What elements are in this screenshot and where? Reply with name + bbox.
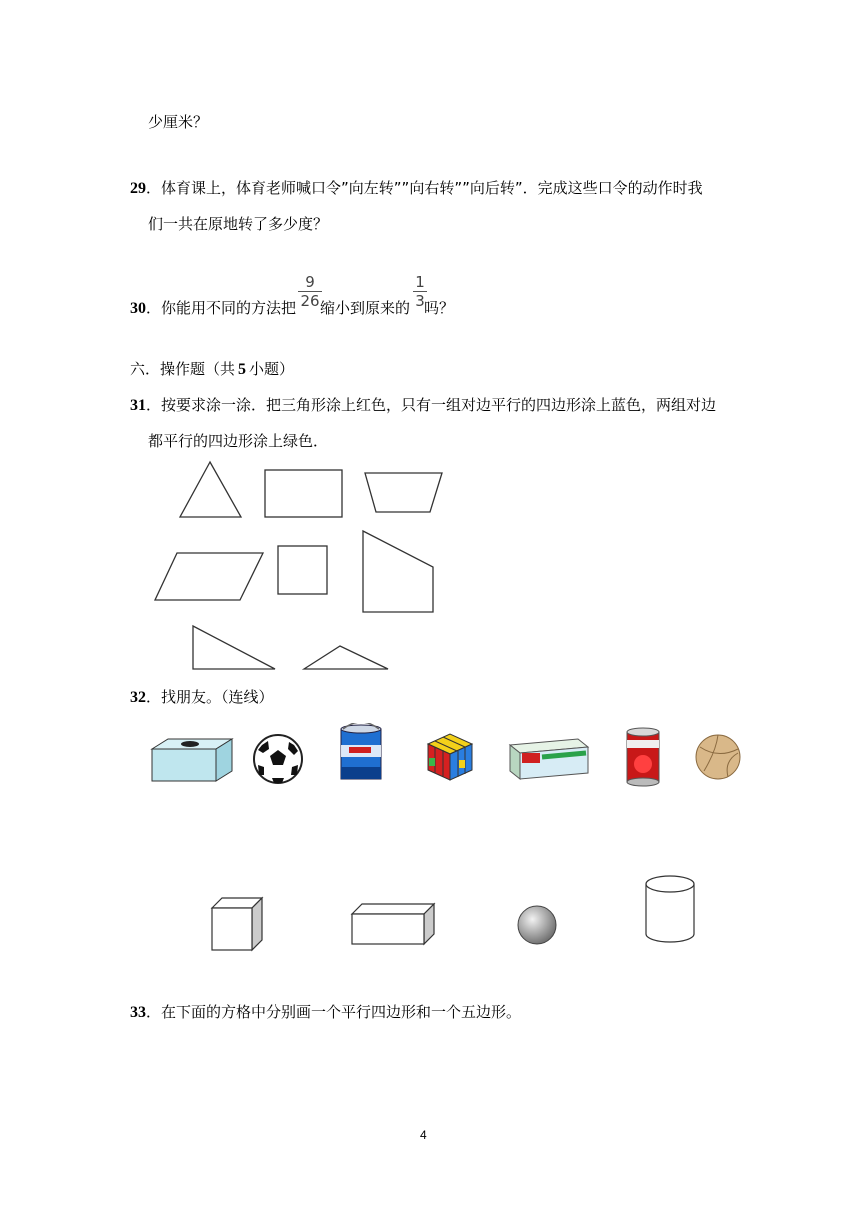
trapezoid-shape [365,473,442,512]
question-29-line1 [130,178,703,199]
toothpaste-box-picture [508,737,590,783]
right-triangle-shape [193,626,275,669]
paint-can-picture [337,723,387,783]
question-31-line2: 都平行的四边形涂上绿色． [148,432,329,450]
fraction-numerator: 9 [305,273,315,291]
tissue-box-picture [148,735,238,785]
rubiks-cube-picture [422,730,478,782]
question-number: 29 [130,180,146,197]
q28-tail: 少厘米？ [148,113,209,131]
triangle-shape [180,462,241,517]
cube-solid [208,894,268,954]
cuboid-solid [348,900,438,950]
volleyball-picture [694,733,744,783]
question-32 [130,687,274,708]
page-number: 4 [420,1128,427,1142]
question-30 [130,298,454,319]
question-text: ．体育课上，体育老师喊口令”向左转””向右转””向后转”．完成这些口令的动作时我 [146,179,703,197]
parallelogram-shape [155,553,263,600]
fraction-denominator: 26 [298,291,322,310]
question-29-line2: 们一共在原地转了多少度？ [148,215,329,233]
question-31-line1 [130,395,716,416]
soccer-ball-picture [252,733,304,785]
obtuse-triangle-shape [304,646,388,669]
question-text-b: 缩小到原来的 [320,299,411,317]
food-can-picture [623,726,663,788]
right-trapezoid-shape [363,531,433,612]
question-text-c: 吗？ [424,299,455,317]
question-text: ．在下面的方格中分别画一个平行四边形和一个五边形。 [146,1003,522,1021]
section-heading [130,359,294,380]
sphere-solid [516,904,560,948]
question-number: 32 [130,689,146,706]
rectangle-shape [265,470,342,517]
square-shape [278,546,327,594]
fraction-numerator: 1 [415,273,425,291]
question-number: 30 [130,300,146,317]
section-count: 5 [238,361,247,378]
question-number: 31 [130,397,146,414]
question-33 [130,1002,521,1023]
fraction-denominator: 3 [413,291,427,310]
question-text: ．按要求涂一涂．把三角形涂上红色，只有一组对边平行的四边形涂上蓝色，两组对边 [146,396,717,414]
question-text-a: ．你能用不同的方法把 [146,299,297,317]
section-suffix: 小题） [249,360,295,378]
section-prefix: 六．操作题（共 [130,360,236,378]
question-text: ．找朋友。（连线） [146,688,274,706]
cylinder-solid [642,874,698,946]
question-number: 33 [130,1004,146,1021]
